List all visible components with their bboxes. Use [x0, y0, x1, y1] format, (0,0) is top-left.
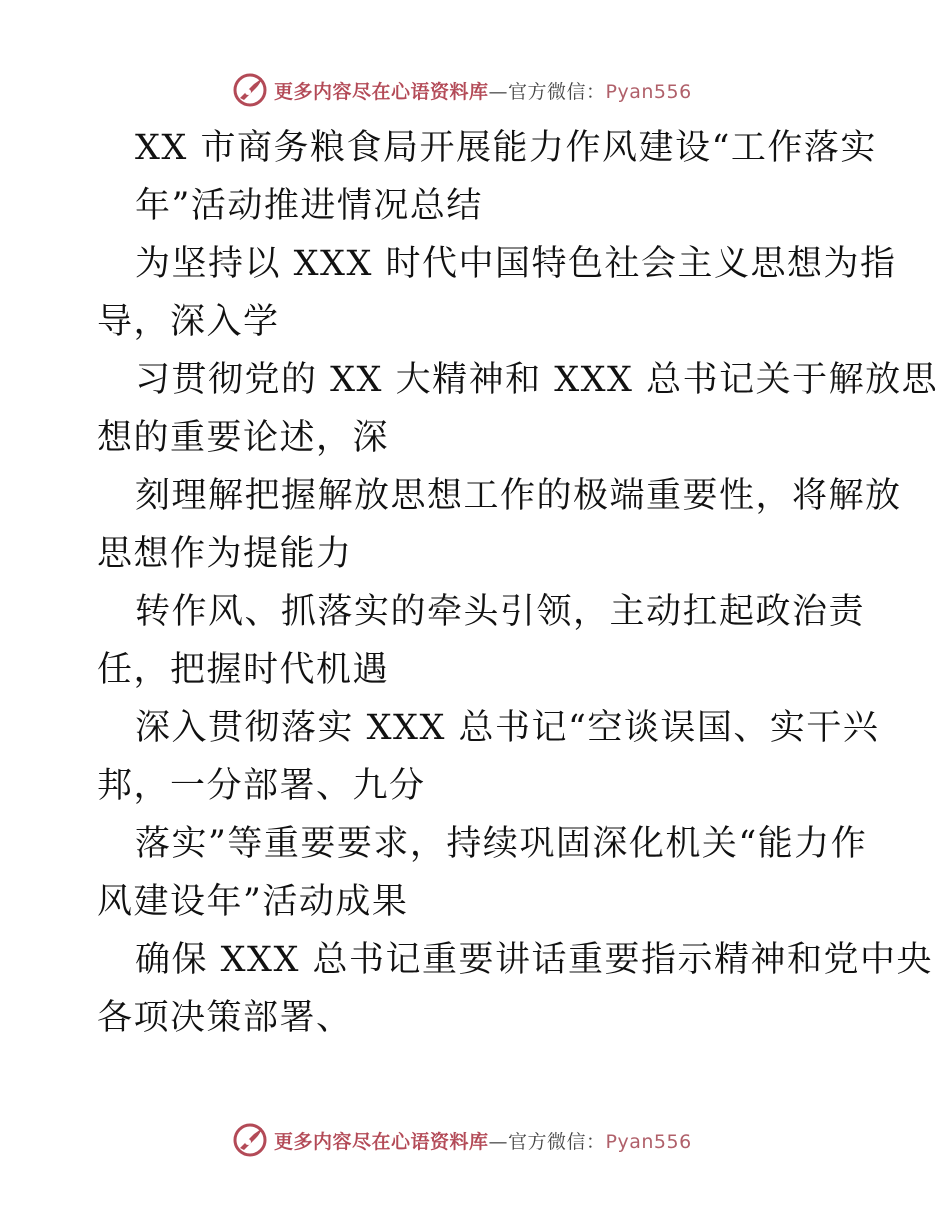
quill-logo-icon	[232, 1122, 268, 1158]
doc-paragraph-line: 风建设年”活动成果	[97, 882, 409, 922]
doc-paragraph-line: 想的重要论述，深	[97, 418, 390, 458]
doc-paragraph-line: 习贯彻党的 XX 大精神和 XXX 总书记关于解放思	[135, 360, 939, 400]
doc-title-line-1: XX 市商务粮食局开展能力作风建设“工作落实	[135, 128, 877, 168]
doc-paragraph-line: 邦，一分部署、九分	[97, 766, 426, 806]
doc-paragraph-line: 确保 XXX 总书记重要讲话重要指示精神和党中央	[135, 940, 934, 980]
doc-paragraph-line: 导，深入学	[97, 302, 280, 342]
quill-logo-icon	[232, 72, 268, 108]
watermark-dash: —	[488, 1130, 509, 1153]
watermark-official: 官方微信：	[508, 1130, 606, 1153]
doc-paragraph-line: 转作风、抓落实的牵头引领，主动扛起政治责	[135, 592, 866, 632]
watermark-text	[274, 77, 692, 104]
doc-paragraph-line: 各项决策部署、	[97, 998, 353, 1038]
header-watermark	[232, 70, 692, 110]
watermark-brand: 更多内容尽在心语资料库	[274, 80, 489, 103]
watermark-text	[274, 1127, 692, 1154]
doc-paragraph-line: 深入贯彻落实 XXX 总书记“空谈误国、实干兴	[135, 708, 880, 748]
doc-paragraph-line: 落实”等重要要求，持续巩固深化机关“能力作	[135, 824, 868, 864]
watermark-wechat-id: Pyan556	[605, 1130, 692, 1153]
doc-paragraph-line: 为坚持以 XXX 时代中国特色社会主义思想为指	[135, 244, 897, 284]
watermark-wechat-id: Pyan556	[605, 80, 692, 103]
footer-watermark	[232, 1120, 692, 1160]
watermark-official: 官方微信：	[508, 80, 606, 103]
doc-title-line-2: 年”活动推进情况总结	[135, 186, 483, 226]
doc-paragraph-line: 刻理解把握解放思想工作的极端重要性，将解放	[135, 476, 902, 516]
watermark-brand: 更多内容尽在心语资料库	[274, 1130, 489, 1153]
doc-paragraph-line: 思想作为提能力	[97, 534, 353, 574]
watermark-dash: —	[488, 80, 509, 103]
doc-paragraph-line: 任，把握时代机遇	[97, 650, 390, 690]
